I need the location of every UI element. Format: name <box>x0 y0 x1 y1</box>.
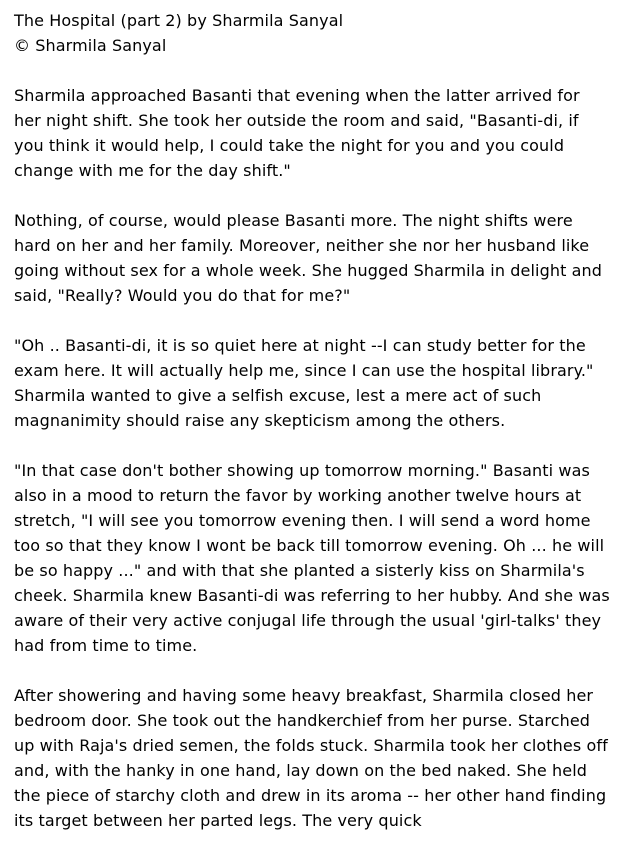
paragraph: Sharmila approached Basanti that evening when the latter arrived for her night shift. She took her outside the room and said, "Basanti-di, if you think it would help, I could take the night for you and you could change with me for the day shift." <box>14 86 580 180</box>
paragraph: "Oh .. Basanti-di, it is so quiet here at night --I can study better for the exam here. It will actually help me, since I can use the hospital library." Sharmila wanted to give a selfish excuse, lest a mere act of such magnanimity should raise any skepticism among the others. <box>14 336 594 430</box>
paragraph: "In that case don't bother showing up tomorrow morning." Basanti was also in a mood to return the favor by working another twelve hours at stretch, "I will see you tomorrow evening then. I will send a word home too so that they know I wont be back till tomorrow evening. Oh ... he will be so happy ..." and with that she planted a sisterly kiss on Sharmila's cheek. Sharmila knew Basanti-di was referring to her hubby. And she was aware of their very active conjugal life through the usual 'girl-talks' they had from time to time. <box>14 461 610 655</box>
paragraph: Nothing, of course, would please Basanti more. The night shifts were hard on her and her family. Moreover, neither she nor her husband like going without sex for a whole week. She hugged Sharmila in delight and said, "Really? Would you do that for me?" <box>14 211 603 305</box>
document-title: The Hospital (part 2) by Sharmila Sanyal <box>14 11 344 30</box>
paragraph: After showering and having some heavy breakfast, Sharmila closed her bedroom door. She took out the handkerchief from her purse. Starched up with Raja's dried semen, the folds stuck. Sharmila took her clothes off and, with the hanky in one hand, lay down on the bed naked. She held the piece of starchy cloth and drew in its aroma -- her other hand finding its target between her parted legs. The very quick <box>14 686 608 830</box>
copyright-line: © Sharmila Sanyal <box>14 36 167 55</box>
